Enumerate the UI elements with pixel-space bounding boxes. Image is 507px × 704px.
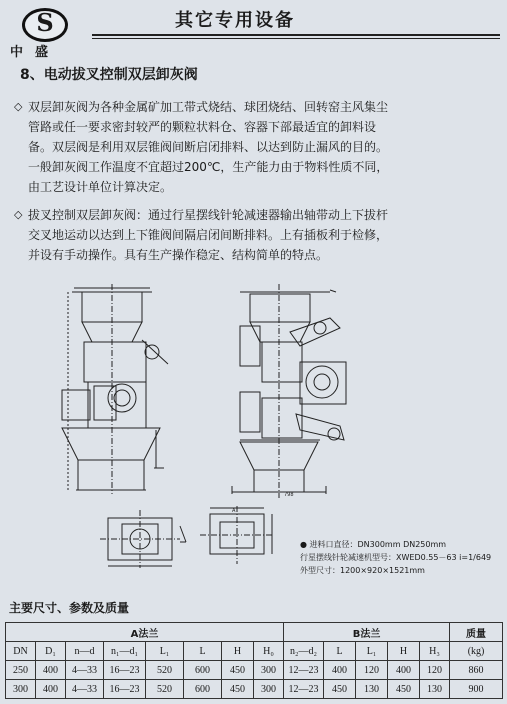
header-rule-thin [92,38,500,39]
section-title: 8、电动拔叉控制双层卸灰阀 [20,67,198,83]
paragraph-line: 并设有手动操作。具有生产操作稳定、结构简单的特点。 [28,248,329,262]
table-cell: 900 [450,680,503,699]
table-cell: 300 [6,680,36,699]
column-header: (kg) [450,642,503,661]
header-rule [92,34,500,36]
group-header-mass: 质量 [450,623,503,642]
chapter-title: 其它专用设备 [175,10,295,31]
group-header-b-flange: B法兰 [284,623,450,642]
dimension-label: 798 [284,492,294,498]
diamond-bullet-icon: ◇ [14,208,23,221]
group-header-a-flange: A法兰 [6,623,284,642]
table-cell: 600 [184,680,222,699]
table-cell: 860 [450,661,503,680]
table-cell: 400 [36,661,66,680]
logo-letter: S [36,8,54,37]
spec-table [5,622,503,699]
table-cell: 130 [356,680,388,699]
dimension-label: A [232,508,236,514]
column-header: H [222,642,254,661]
table-cell: 300 [254,661,284,680]
table-cell: 400 [36,680,66,699]
table-cell: 4—33 [66,661,104,680]
table-cell: 400 [388,661,420,680]
diamond-bullet-icon: ◇ [14,100,23,113]
front-view-drawing [62,284,168,494]
table-title: 主要尺寸、参数及质量 [9,601,130,615]
column-header: L [184,642,222,661]
note-inlet-diameter: ● 进料口直径：DN300mm DN250mm [300,540,447,549]
table-cell: 400 [324,661,356,680]
page-header [0,0,507,62]
column-header: H [388,642,420,661]
table-cell: 16—23 [104,680,146,699]
table-row [6,680,503,699]
table-cell: 520 [146,680,184,699]
paragraph-line: 由工艺设计单位计算决定。 [28,180,173,194]
table-cell: 120 [420,661,450,680]
table-column-header-row [6,642,503,661]
column-header: L₁ [356,642,388,661]
table-cell: 300 [254,680,284,699]
table-group-header-row [6,623,503,642]
table-cell: 120 [356,661,388,680]
note-reducer-model: 行星摆线针轮减速机型号：XWED0.55－63 i=1/649 [300,553,492,562]
table-cell: 520 [146,661,184,680]
table-row [6,661,503,680]
technical-drawings [0,280,507,580]
logo-company-name: 中盛 [10,45,61,60]
table-cell: 4—33 [66,680,104,699]
table-cell: 16—23 [104,661,146,680]
note-overall-size: 外型尺寸：1200×920×1521mm [300,566,425,575]
table-cell: 450 [324,680,356,699]
paragraph-intro [14,97,498,197]
column-header: L₁ [146,642,184,661]
column-header: H₀ [254,642,284,661]
flange-plan-drawing-b [180,506,274,564]
column-header: L [324,642,356,661]
column-header: n—d [66,642,104,661]
column-header: n₁—d₁ [104,642,146,661]
table-cell: 12—23 [284,680,324,699]
table-cell: 130 [420,680,450,699]
side-view-drawing [232,284,346,498]
paragraph-line: 双层卸灰阀为各种金属矿加工带式烧结、球团烧结、回转窑主风集尘 [28,100,389,114]
column-header: DN [6,642,36,661]
table-cell: 250 [6,661,36,680]
paragraph-line: 备。双层阀是利用双层锥阀间断启闭排料、以达到防止漏风的目的。 [28,140,389,154]
table-cell: 600 [184,661,222,680]
column-header: D₁ [36,642,66,661]
paragraph-mechanism [14,205,498,265]
table-cell: 450 [388,680,420,699]
company-logo [8,4,78,60]
flange-plan-drawing-a [100,510,180,568]
paragraph-line: 拔叉控制双层卸灰阀：通过行星摆线针轮减速器输出轴带动上下拔杆 [28,208,389,222]
column-header: H₃ [420,642,450,661]
table-cell: 450 [222,680,254,699]
table-cell: 12—23 [284,661,324,680]
paragraph-line: 管路或任一要求密封较严的颗粒状料仓、容器下部最适宜的卸料设 [28,120,377,134]
paragraph-line: 交叉地运动以达到上下锥阀间隔启闭间断排料。上有插板利于检修， [28,228,389,242]
spec-notes [300,538,505,577]
column-header: n₂—d₂ [284,642,324,661]
paragraph-line: 一般卸灰阀工作温度不宜超过200℃，生产能力由于物料性质不同， [28,160,389,174]
table-cell: 450 [222,661,254,680]
